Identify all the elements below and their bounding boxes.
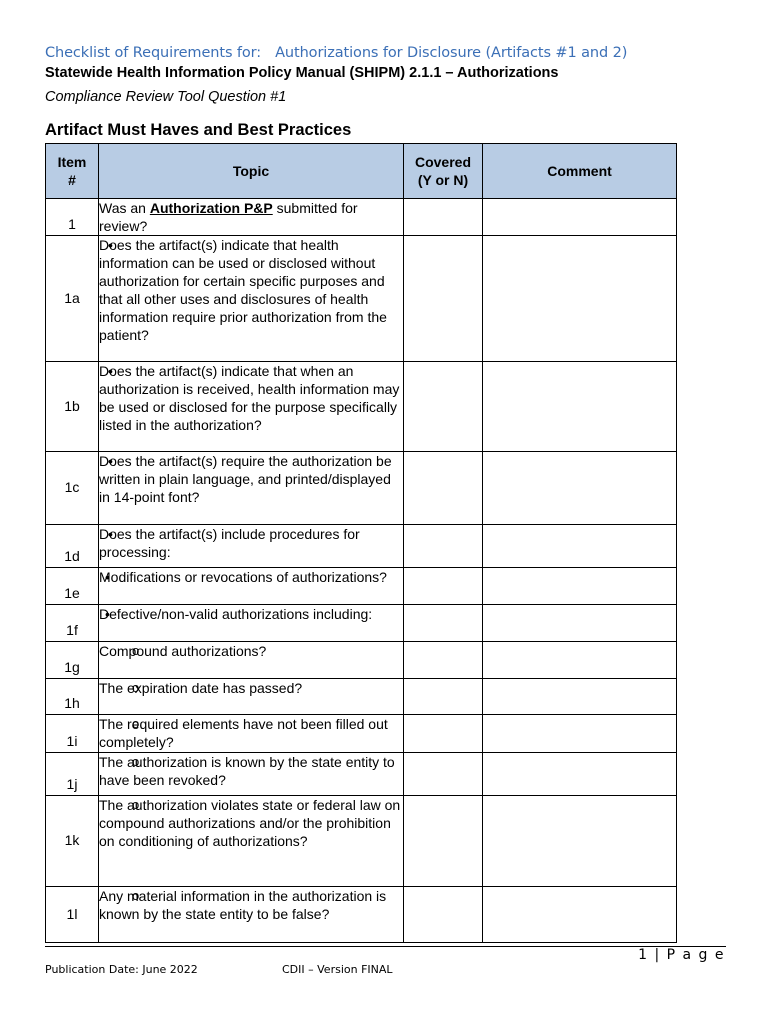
topic-cell: o The authorization is known by the state entity to have been revoked?: [99, 753, 404, 796]
page-number: 1 | P a g e: [638, 947, 725, 963]
covered-cell[interactable]: [404, 568, 483, 605]
header-covered: Covered (Y or N): [404, 144, 483, 199]
comment-cell[interactable]: [483, 715, 677, 753]
item-number: 1k: [46, 796, 99, 887]
covered-cell[interactable]: [404, 362, 483, 452]
comment-cell[interactable]: [483, 568, 677, 605]
comment-cell[interactable]: [483, 236, 677, 362]
table-row: [46, 753, 677, 796]
topic-cell: o The authorization violates state or federal law on compound authorizations and/or the prohibition on conditioning of authorizations?: [99, 796, 404, 887]
covered-cell[interactable]: [404, 887, 483, 943]
comment-cell[interactable]: [483, 199, 677, 236]
item-number: 1: [46, 199, 99, 236]
covered-cell[interactable]: [404, 642, 483, 679]
item-number: 1j: [46, 753, 99, 796]
comment-cell[interactable]: [483, 796, 677, 887]
table-row: [46, 236, 677, 362]
table-row: [46, 199, 677, 236]
table-row: [46, 568, 677, 605]
checklist-title: [45, 45, 627, 61]
footer-divider: [45, 946, 726, 947]
topic-cell: • Does the artifact(s) require the authorization be written in plain language, and printed/displayed in 14-point font?: [99, 452, 404, 525]
topic-text-pre: Was an: [99, 200, 150, 216]
comment-cell[interactable]: [483, 887, 677, 943]
comment-cell[interactable]: [483, 452, 677, 525]
topic-cell: • Defective/non-valid authorizations including:: [99, 605, 404, 642]
topic-cell: o Any material information in the authorization is known by the state entity to be false?: [99, 887, 404, 943]
covered-cell[interactable]: [404, 796, 483, 887]
policy-manual-title: Statewide Health Information Policy Manual (SHIPM) 2.1.1 – Authorizations: [45, 65, 559, 81]
comment-cell[interactable]: [483, 362, 677, 452]
document-version: CDII – Version FINAL: [282, 963, 393, 976]
header-comment: Comment: [483, 144, 677, 199]
table-row: [46, 715, 677, 753]
topic-cell: • Does the artifact(s) indicate that when an authorization is received, health information may be used or disclosed for the purpose specifically listed in the authorization?: [99, 362, 404, 452]
header-item: Item #: [46, 144, 99, 199]
item-number: 1c: [46, 452, 99, 525]
topic-cell: [99, 199, 404, 236]
item-number: 1a: [46, 236, 99, 362]
table-row: [46, 679, 677, 715]
item-number: 1l: [46, 887, 99, 943]
covered-cell[interactable]: [404, 715, 483, 753]
covered-cell[interactable]: [404, 525, 483, 568]
item-number: 1h: [46, 679, 99, 715]
topic-cell: • Modifications or revocations of authorizations?: [99, 568, 404, 605]
section-title: Artifact Must Haves and Best Practices: [45, 121, 352, 139]
table-row: [46, 525, 677, 568]
covered-cell[interactable]: [404, 199, 483, 236]
topic-cell: o Compound authorizations?: [99, 642, 404, 679]
covered-cell[interactable]: [404, 236, 483, 362]
item-number: 1f: [46, 605, 99, 642]
topic-cell: o The required elements have not been filled out completely?: [99, 715, 404, 753]
header-topic: Topic: [99, 144, 404, 199]
checklist-title-subject: Authorizations for Disclosure (Artifacts #1 and 2): [275, 45, 628, 61]
table-row: [46, 796, 677, 887]
topic-text-post: submitted for review?: [99, 200, 358, 234]
table-row: [46, 452, 677, 525]
item-number: 1b: [46, 362, 99, 452]
covered-cell[interactable]: [404, 679, 483, 715]
item-number: 1i: [46, 715, 99, 753]
comment-cell[interactable]: [483, 679, 677, 715]
item-number: 1g: [46, 642, 99, 679]
item-number: 1d: [46, 525, 99, 568]
comment-cell[interactable]: [483, 605, 677, 642]
authorization-pp-link[interactable]: Authorization P&P: [149, 200, 273, 216]
publication-date: Publication Date: June 2022: [45, 963, 198, 976]
table-header-row: [46, 144, 677, 199]
covered-cell[interactable]: [404, 753, 483, 796]
covered-cell[interactable]: [404, 605, 483, 642]
table-row: [46, 605, 677, 642]
checklist-title-prefix: Checklist of Requirements for:: [45, 45, 262, 61]
table-row: [46, 362, 677, 452]
topic-cell: • Does the artifact(s) include procedures for processing:: [99, 525, 404, 568]
checklist-table: [45, 143, 677, 943]
topic-cell: o The expiration date has passed?: [99, 679, 404, 715]
table-row: [46, 642, 677, 679]
table-row: [46, 887, 677, 943]
comment-cell[interactable]: [483, 642, 677, 679]
item-number: 1e: [46, 568, 99, 605]
covered-cell[interactable]: [404, 452, 483, 525]
comment-cell[interactable]: [483, 525, 677, 568]
compliance-question: Compliance Review Tool Question #1: [45, 89, 287, 105]
topic-cell: • Does the artifact(s) indicate that health information can be used or disclosed without authorization for certain specific purposes and that all other uses and disclosures of health information require prior authorization from the patient?: [99, 236, 404, 362]
comment-cell[interactable]: [483, 753, 677, 796]
